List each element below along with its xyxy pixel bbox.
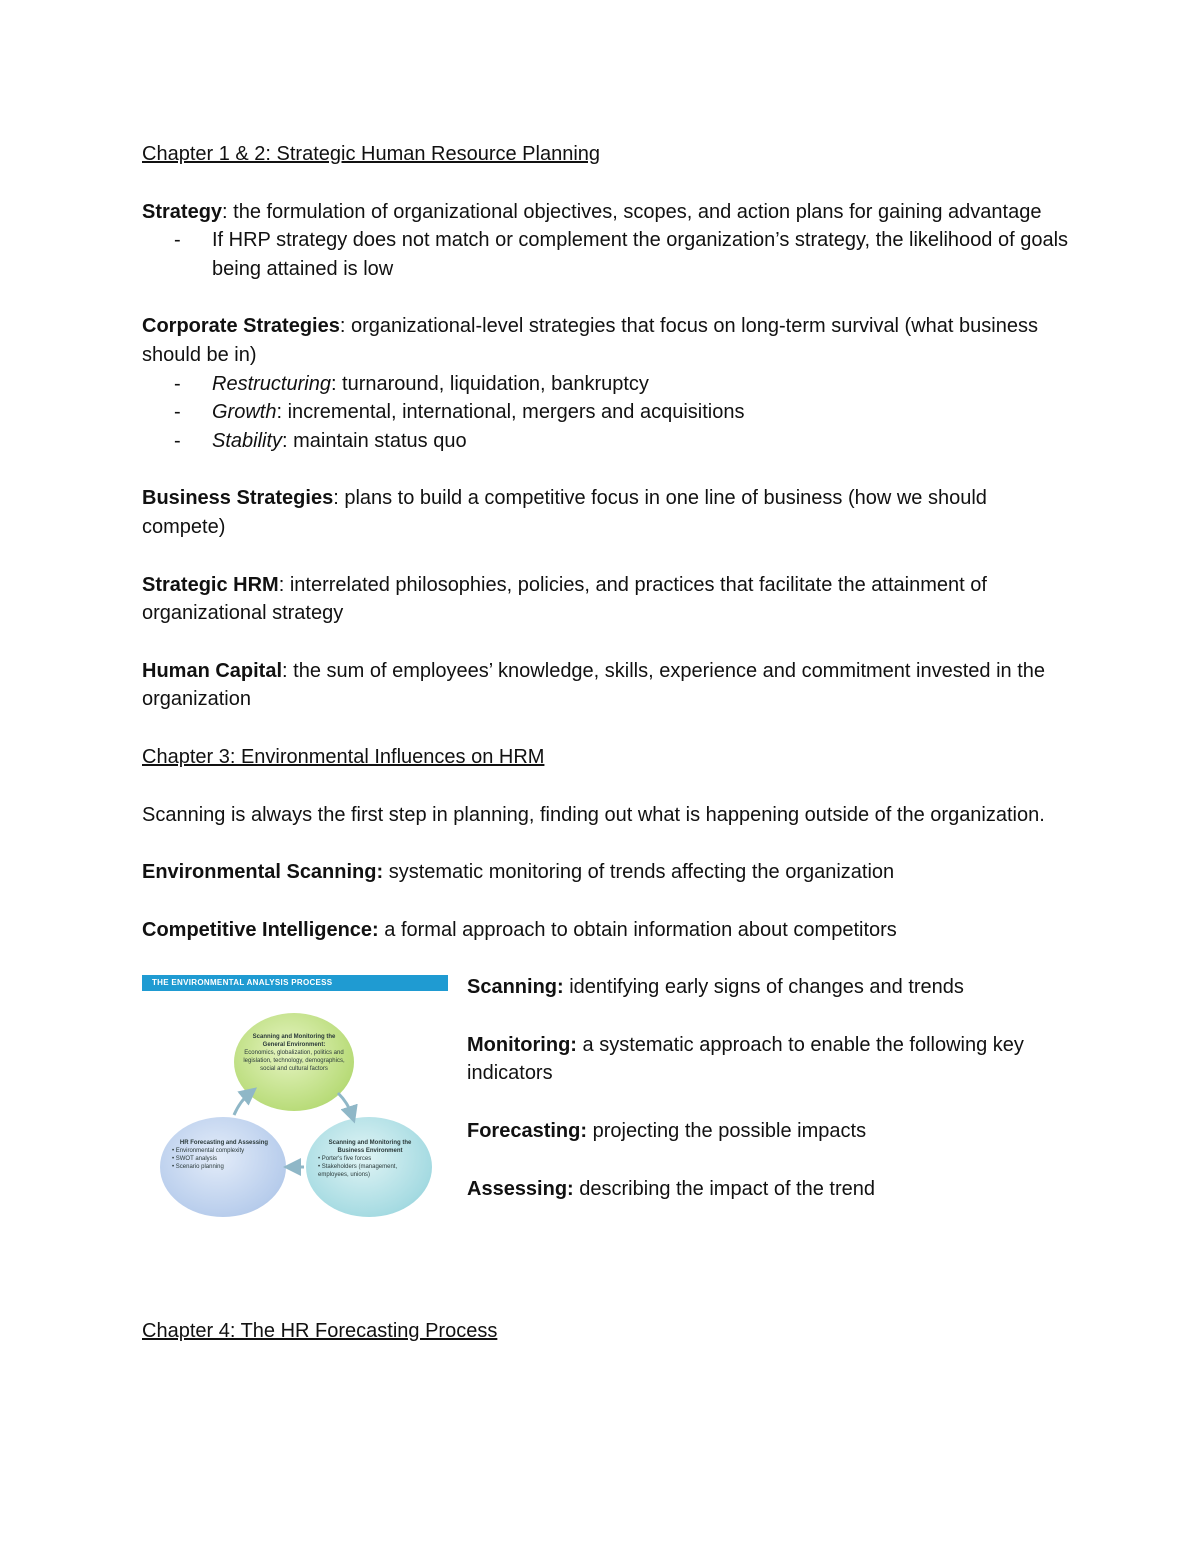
growth-term: Growth [212,401,277,424]
list-item: • Stakeholders (management, employees, unions) [318,1164,398,1179]
environmental-analysis-figure [142,975,448,1225]
ci-def-text: a formal approach to obtain information about competitors [378,918,897,941]
arrow-icon [338,1093,352,1115]
monitoring-step [467,1031,1037,1088]
list-item: • Environmental complexity [172,1148,245,1155]
forecasting-term: Forecasting: [467,1120,588,1143]
strategy-definition [142,198,1072,227]
document-page [142,140,1072,1346]
chapter-3-heading: Chapter 3: Environmental Influences on HRM [142,745,545,768]
stability-term: Stability [212,429,283,452]
corporate-def-text: : organizational-level strategies that focus on long-term survival (what business should be in) [142,315,1038,366]
list-item [142,427,1072,456]
env-def-text: systematic monitoring of trends affecting the organization [383,861,895,884]
ci-term: Competitive Intelligence: [142,918,379,941]
capital-def-text: : the sum of employees’ knowledge, skills, experience and commitment invested in the organization [142,659,1045,711]
strategic-hrm-definition [142,571,1072,628]
list-item: • SWOT analysis [172,1156,217,1163]
scanning-intro: Scanning is always the first step in planning, finding out what is happening outside of the organization. [142,803,1045,826]
shrm-term: Strategic HRM [142,573,279,596]
growth-text: : incremental, international, mergers and acquisitions [276,401,745,424]
strategy-term: Strategy [142,200,223,223]
environmental-analysis-section [142,973,1072,1253]
competitive-intelligence-definition [142,916,1072,945]
strategy-def-text: : the formulation of organizational objectives, scopes, and action plans for gaining advantage [222,200,1042,223]
list-item [142,370,1072,399]
restructuring-text: : turnaround, liquidation, bankruptcy [330,372,649,395]
business-term: Business Strategies [142,487,334,510]
shrm-def-text: : interrelated philosophies, policies, and practices that facilitate the attainment of organizational strategy [142,573,987,625]
scanning-term: Scanning: [467,976,564,999]
capital-term: Human Capital [142,659,283,682]
chapter-4-heading: Chapter 4: The HR Forecasting Process [142,1320,498,1343]
list-item: • Scenario planning [172,1164,224,1171]
stability-text: : maintain status quo [282,429,467,452]
cycle-arrows [142,975,448,1225]
list-item: - If HRP strategy does not match or complement the organization’s strategy, the likelihood of goals being attained is low [142,226,1072,283]
general-environment-body: Economics, globalization, politics and legislation, technology, demographics, social and cultural factors [243,1050,345,1073]
business-def-text: : plans to build a competitive focus in one line of business (how we should compete) [142,487,987,538]
forecasting-step [467,1117,1067,1146]
assessing-term: Assessing: [467,1177,574,1200]
business-strategies-definition [142,484,1072,541]
list-item [142,398,1072,427]
scanning-step [467,973,1067,1002]
general-environment-title: Scanning and Monitoring the General Environment: [252,1034,336,1049]
analysis-steps [467,973,1067,1203]
business-environment-title: Scanning and Monitoring the Business Environment [328,1140,412,1155]
assessing-text: describing the impact of the trend [573,1177,875,1200]
corporate-term: Corporate Strategies [142,315,340,338]
chapter-1-heading: Chapter 1 & 2: Strategic Human Resource Planning [142,143,601,165]
arrow-icon [234,1093,250,1115]
figure-title: THE ENVIRONMENTAL ANALYSIS PROCESS [152,978,333,988]
corporate-bullet-list [142,370,1072,456]
env-term: Environmental Scanning: [142,861,384,884]
human-capital-definition [142,657,1072,714]
corporate-strategies-definition [142,312,1072,369]
strategy-bullet-list [142,226,1072,283]
hr-forecasting-title: HR Forecasting and Assessing [179,1140,269,1147]
monitoring-term: Monitoring: [467,1033,577,1056]
forecasting-text: projecting the possible impacts [587,1120,867,1143]
list-item: • Porter's five forces [318,1156,372,1163]
environmental-scanning-definition [142,858,1072,887]
scanning-text: identifying early signs of changes and trends [563,976,964,999]
restructuring-term: Restructuring [212,372,331,395]
assessing-step [467,1175,1067,1204]
monitoring-text: a systematic approach to enable the following key indicators [467,1033,1024,1085]
